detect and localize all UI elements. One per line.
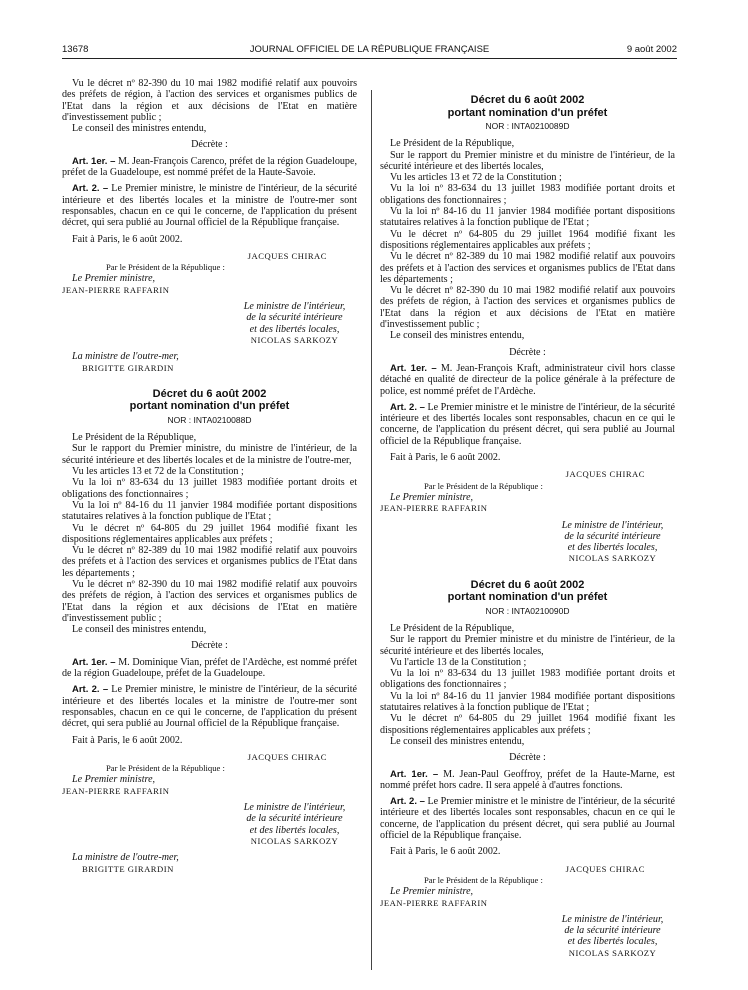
paragraph: Sur le rapport du Premier ministre et du ministre de l'intérieur, de la sécurité intérieure et des libertés locales,	[380, 149, 675, 172]
role-line: de la sécurité intérieure	[564, 925, 661, 937]
paragraph: Sur le rapport du Premier ministre et du ministre de l'intérieur, de la sécurité intérieure et des libertés locales,	[380, 634, 675, 657]
par-president: Par le Président de la République :	[106, 262, 225, 273]
article-text: Le Premier ministre, le ministre de l'intérieur, de la sécurité intérieure et des libertés locales et la ministre de l'outre-mer sont responsables, chacun en ce qui le concerne, de l'application du présent décret, qui sera publié au Journal officiel de la République française.	[62, 183, 357, 229]
article-text: M. Jean-Paul Geoffroy, préfet de la Haute-Marne, est nommé préfet hors cadre. Il sera appelé à d'autres fonctions.	[380, 768, 675, 791]
pm-role: Le Premier ministre,	[390, 886, 474, 898]
paragraph: Le Président de la République,	[390, 138, 515, 150]
article-text: M. Jean-François Carenco, préfet de la région Guadeloupe, préfet de la Guadeloupe, est nommé préfet de la Haute-Savoie.	[62, 155, 357, 179]
role-line: Le ministre de l'intérieur,	[243, 802, 346, 814]
paragraph: Sur le rapport du Premier ministre, du ministre de l'intérieur, de la sécurité intérieure et des libertés locales et de la ministre de l'outre-mer,	[62, 443, 357, 466]
article-2	[62, 684, 357, 729]
article-1	[380, 363, 675, 397]
paragraph: Vu le décret nº 64-805 du 29 juillet 1964 modifié fixant les dispositions réglementaires applicables aux préfets ;	[380, 228, 675, 251]
minister-interior-block	[232, 301, 357, 346]
om-name: BRIGITTE GIRARDIN	[82, 863, 174, 874]
article-2	[380, 402, 675, 447]
article-text: M. Jean-François Kraft, administrateur civil hors classe détaché en qualité de directeur de la police générale à la préfecture de police, est nommé préfet de l'Ardèche.	[380, 362, 675, 397]
paragraph: Le conseil des ministres entendu,	[72, 123, 207, 135]
article-text: Le Premier ministre et le ministre de l'intérieur, de la sécurité intérieure et des libertés locales sont responsables, chacun en ce qui le concerne, de l'application du présent décret, qui sera publié au Journal officiel de la République française.	[380, 401, 675, 447]
role-line: de la sécurité intérieure	[246, 813, 343, 825]
article-text: M. Dominique Vian, préfet de l'Ardèche, est nommé préfet de la région Guadeloupe, préfet de la Guadeloupe.	[62, 656, 357, 680]
minister-name: NICOLAS SARKOZY	[568, 553, 657, 564]
decree-subtitle: portant nomination d'un préfet	[447, 106, 608, 119]
minister-interior-block	[550, 520, 675, 565]
pm-name: JEAN-PIERRE RAFFARIN	[62, 785, 170, 796]
par-president: Par le Président de la République :	[106, 763, 225, 774]
paragraph: Vu le décret nº 82-390 du 10 mai 1982 modifié relatif aux pouvoirs des préfets de région, à l'action des services et organismes publics de l'Etat dans la région et aux décisions de l'Etat en matière d'investissement public ;	[62, 78, 357, 123]
paragraph: Le conseil des ministres entendu,	[72, 624, 207, 636]
paragraph: Vu les articles 13 et 72 de la Constitution ;	[390, 172, 562, 184]
fait-line: Fait à Paris, le 6 août 2002.	[72, 233, 183, 245]
paragraph: Vu la loi nº 84-16 du 11 janvier 1984 modifiée portant dispositions statutaires relatives à la fonction publique de l'Etat ;	[380, 206, 675, 229]
pm-name: JEAN-PIERRE RAFFARIN	[380, 897, 488, 908]
nor-reference: NOR : INTA0210090D	[485, 605, 570, 616]
paragraph: Le conseil des ministres entendu,	[390, 330, 525, 342]
role-line: Le ministre de l'intérieur,	[561, 913, 664, 925]
decree-title: Décret du 6 août 2002	[470, 578, 585, 591]
paragraph: Vu le décret nº 82-390 du 10 mai 1982 modifié relatif aux pouvoirs des préfets de région, à l'action des services et organismes publics de l'Etat dans la région et aux décisions de l'Etat en matière d'investissement public ;	[380, 285, 675, 331]
article-label: Art. 1er. –	[390, 362, 437, 374]
pm-role: Le Premier ministre,	[390, 491, 474, 503]
paragraph: Le conseil des ministres entendu,	[390, 735, 525, 747]
article-label: Art. 1er. –	[390, 768, 439, 780]
paragraph: Vu le décret nº 82-390 du 10 mai 1982 modifié relatif aux pouvoirs des préfets de région, à l'action des services et organismes publics de l'Etat dans la région et aux décisions de l'Etat en matière d'investissement public ;	[62, 578, 357, 624]
fait-line: Fait à Paris, le 6 août 2002.	[72, 734, 183, 746]
paragraph: Vu le décret nº 82-389 du 10 mai 1982 modifié relatif aux pouvoirs des préfets et à l'action des services et organismes publics de l'Etat dans les départements ;	[62, 545, 357, 579]
column-separator	[371, 90, 372, 970]
role-line: Le ministre de l'intérieur,	[561, 519, 664, 531]
paragraph: Vu le décret nº 64-805 du 29 juillet 1964 modifié fixant les dispositions réglementaires applicables aux préfets ;	[380, 713, 675, 736]
paragraph: Le Président de la République,	[72, 432, 197, 444]
minister-name: NICOLAS SARKOZY	[250, 334, 339, 345]
issue-date: 9 août 2002	[626, 44, 677, 55]
om-role: La ministre de l'outre-mer,	[72, 351, 179, 363]
article-text: Le Premier ministre, le ministre de l'intérieur, de la sécurité intérieure et des libertés locales et la ministre de l'outre-mer sont responsables, chacun en ce qui le concerne, de l'application du présent décret, qui sera publié au Journal officiel de la République française.	[62, 684, 357, 730]
decrete-heading: Décrète :	[191, 139, 228, 151]
president-signature: JACQUES CHIRAC	[565, 469, 645, 480]
article-text: Le Premier ministre et le ministre de l'intérieur, de la sécurité intérieure et des libertés locales sont responsables, chacun en ce qui le concerne, de l'application du présent décret, qui sera publié au Journal officiel de la République française.	[380, 796, 675, 842]
right-column	[380, 78, 675, 959]
decrete-heading: Décrète :	[509, 752, 546, 764]
article-1	[62, 156, 357, 179]
article-1	[380, 769, 675, 792]
president-signature: JACQUES CHIRAC	[565, 863, 645, 874]
pm-role: Le Premier ministre,	[72, 273, 156, 285]
article-2	[380, 796, 675, 841]
pm-name: JEAN-PIERRE RAFFARIN	[62, 284, 170, 295]
paragraph: Vu la loi nº 84-16 du 11 janvier 1984 modifiée portant dispositions statutaires relatives à la fonction publique de l'Etat ;	[62, 499, 357, 523]
article-label: Art. 2. –	[72, 684, 109, 696]
pm-role: Le Premier ministre,	[72, 774, 156, 786]
decrete-heading: Décrète :	[509, 346, 546, 358]
paragraph: Vu les articles 13 et 72 de la Constitution ;	[72, 466, 244, 478]
article-label: Art. 1er. –	[72, 155, 116, 167]
article-1	[62, 657, 357, 680]
article-label: Art. 1er. –	[72, 656, 116, 668]
minister-interior-block	[232, 802, 357, 847]
par-president: Par le Président de la République :	[424, 480, 543, 491]
nor-reference: NOR : INTA0210088D	[167, 414, 252, 425]
minister-name: NICOLAS SARKOZY	[568, 947, 657, 958]
paragraph: Vu la loi nº 83-634 du 13 juillet 1983 modifiée portant droits et obligations des fonctionnaires ;	[380, 668, 675, 691]
pm-name: JEAN-PIERRE RAFFARIN	[380, 503, 488, 514]
page-header	[62, 38, 677, 59]
nor-reference: NOR : INTA0210089D	[485, 121, 570, 131]
decree-subtitle: portant nomination d'un préfet	[447, 591, 608, 604]
fait-line: Fait à Paris, le 6 août 2002.	[390, 846, 501, 858]
role-line: et des libertés locales,	[249, 323, 340, 335]
decree-title: Décret du 6 août 2002	[152, 387, 267, 400]
par-president: Par le Président de la République :	[424, 874, 543, 885]
article-label: Art. 2. –	[72, 183, 109, 195]
left-column	[62, 78, 357, 875]
paragraph: Vu la loi nº 83-634 du 13 juillet 1983 modifiée portant droits et obligations des fonctionnaires ;	[62, 477, 357, 500]
role-line: de la sécurité intérieure	[246, 312, 343, 324]
president-signature: JACQUES CHIRAC	[247, 250, 327, 261]
role-line: et des libertés locales,	[567, 936, 658, 948]
decrete-heading: Décrète :	[191, 640, 228, 652]
article-label: Art. 2. –	[390, 796, 425, 808]
decree-title: Décret du 6 août 2002	[470, 94, 585, 106]
paragraph: Le Président de la République,	[390, 622, 515, 634]
journal-title: JOURNAL OFFICIEL DE LA RÉPUBLIQUE FRANÇAISE	[249, 44, 490, 55]
president-signature: JACQUES CHIRAC	[247, 751, 327, 762]
paragraph: Vu la loi nº 84-16 du 11 janvier 1984 modifiée portant dispositions statutaires relatives à la fonction publique de l'Etat ;	[380, 690, 675, 714]
article-2	[62, 183, 357, 228]
minister-name: NICOLAS SARKOZY	[250, 835, 339, 846]
paragraph: Vu l'article 13 de la Constitution ;	[390, 656, 527, 668]
paragraph: Vu le décret nº 64-805 du 29 juillet 1964 modifié fixant les dispositions réglementaires applicables aux préfets ;	[62, 522, 357, 545]
decree-subtitle: portant nomination d'un préfet	[129, 400, 290, 413]
paragraph: Vu le décret nº 82-389 du 10 mai 1982 modifié relatif aux pouvoirs des préfets et à l'action des services et organismes publics de l'Etat dans les départements ;	[380, 251, 675, 285]
om-role: La ministre de l'outre-mer,	[72, 852, 179, 864]
role-line: et des libertés locales,	[567, 542, 658, 554]
article-label: Art. 2. –	[390, 401, 425, 413]
role-line: Le ministre de l'intérieur,	[243, 301, 346, 313]
paragraph: Vu la loi nº 83-634 du 13 juillet 1983 modifiée portant droits et obligations des fonctionnaires ;	[380, 183, 675, 206]
minister-interior-block	[550, 914, 675, 959]
role-line: de la sécurité intérieure	[564, 530, 661, 542]
om-name: BRIGITTE GIRARDIN	[82, 362, 174, 373]
fait-line: Fait à Paris, le 6 août 2002.	[390, 452, 501, 464]
page-number: 13678	[62, 44, 89, 55]
role-line: et des libertés locales,	[249, 824, 340, 836]
